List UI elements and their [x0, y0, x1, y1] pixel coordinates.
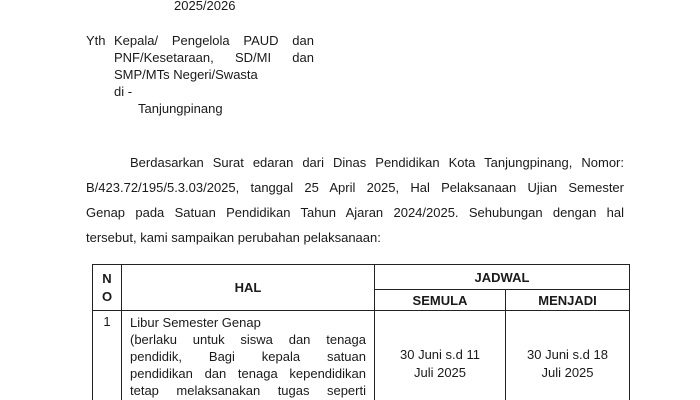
- header-semula: SEMULA: [375, 290, 506, 311]
- addressee-city: Tanjungpinang: [138, 101, 223, 116]
- header-jadwal: JADWAL: [375, 265, 630, 290]
- academic-year-text: 2025/2026: [174, 0, 236, 13]
- addressee-prefix: Yth: [86, 33, 106, 48]
- header-hal: HAL: [122, 265, 375, 311]
- row-menjadi: 30 Juni s.d 18 Juli 2025: [506, 311, 630, 400]
- addressee-line: Kepala/ Pengelola PAUD dan: [114, 33, 314, 48]
- row-hal: [122, 311, 375, 400]
- addressee-line: PNF/Kesetaraan, SD/MI dan: [114, 50, 314, 65]
- body-line: B/423.72/195/5.3.03/2025, tanggal 25 April 2025, Hal Pelaksanaan Ujian Semester: [86, 180, 624, 195]
- schedule-table: [92, 264, 630, 400]
- addressee-line: SMP/MTs Negeri/Swasta: [114, 67, 258, 82]
- addressee-di: di -: [114, 84, 133, 99]
- body-line: Berdasarkan Surat edaran dari Dinas Pendidikan Kota Tanjungpinang, Nomor:: [130, 155, 624, 170]
- header-menjadi: MENJADI: [506, 290, 630, 311]
- hal-line: (berlaku untuk siswa dan tenaga: [130, 332, 366, 347]
- hal-line: pendidikan dan tenaga kependidikan: [130, 366, 366, 381]
- body-line: tersebut, kami sampaikan perubahan pelaksanaan:: [86, 230, 381, 245]
- body-line: Genap pada Satuan Pendidikan Tahun Ajaran 2024/2025. Sehubungan dengan hal: [86, 205, 624, 220]
- table-row: [93, 311, 630, 400]
- header-no: N O: [93, 265, 122, 311]
- addressee-lines: [114, 32, 314, 117]
- hal-line: Libur Semester Genap: [130, 315, 261, 330]
- row-number: 1: [93, 311, 122, 400]
- body-paragraph: [86, 150, 624, 250]
- row-semula: 30 Juni s.d 11 Juli 2025: [375, 311, 506, 400]
- hal-line: pendidik, Bagi kepala satuan: [130, 349, 366, 364]
- hal-line: tetap melaksanakan tugas seperti: [130, 383, 366, 398]
